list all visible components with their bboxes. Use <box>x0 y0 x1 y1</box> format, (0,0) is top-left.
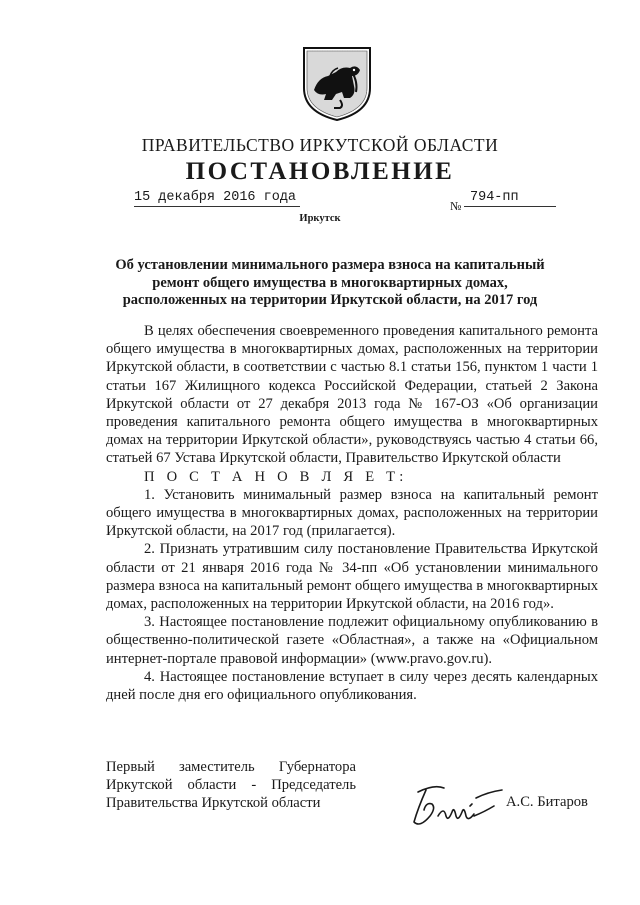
position-word: Иркутской <box>106 777 173 794</box>
number-sign: № <box>450 199 462 213</box>
issue-city: Иркутск <box>299 213 341 224</box>
position-word: Губернатора <box>278 759 356 775</box>
government-name: ПРАВИТЕЛЬСТВО ИРКУТСКОЙ ОБЛАСТИ <box>141 135 499 155</box>
decree-item: 1. Установить минимальный размер взноса на капитальный ремонт общего имущества в многоквартирных домах, расположенных на территории Иркутской области, на 2017 год (прилагается). <box>106 486 598 540</box>
heading-line: расположенных на территории Иркутской области, на 2017 год <box>122 292 538 308</box>
position-word: Первый <box>106 759 155 775</box>
preamble-paragraph: В целях обеспечения своевременного проведения капитального ремонта общего имущества в многоквартирных домах, расположенных на территории Иркутской области, в соответствии с частью 8.1 статьи 156, пунктом 1 части 1 статьи 167 Жилищного кодекса Российской Федерации, статьей 2 Закона Иркутской области от 27 декабря 2013 года № 167-ОЗ «Об организации проведения капитального ремонта общего имущества в многоквартирных домах на территории Иркутской области», руководствуясь частью 4 статьи 66, статьей 67 Устава Иркутской области, Правительство Иркутской области <box>106 323 598 467</box>
position-word: - <box>251 777 257 794</box>
heading-line: ремонт общего имущества в многоквартирных домах, <box>152 274 508 291</box>
position-line: Правительства Иркутской области <box>106 795 321 812</box>
document-type: ПОСТАНОВЛЕНИЕ <box>185 158 455 185</box>
document-number: 794-пп <box>464 190 556 207</box>
coat-of-arms-icon <box>296 42 378 124</box>
signer-name: А.С. Битаров <box>506 794 588 810</box>
position-word: Председатель <box>271 777 356 794</box>
document-date: 15 декабря 2016 года <box>134 190 300 207</box>
position-word: области <box>187 777 237 794</box>
heading-line: Об установлении минимального размера взноса на капитальный <box>115 257 545 273</box>
decree-item: 4. Настоящее постановление вступает в силу через десять календарных дней после дня его официального опубликования. <box>106 668 598 704</box>
decree-item: 2. Признать утратившим силу постановление Правительства Иркутской области от 21 января 2016 года № 34-пп «Об установлении минимального размера взноса на капитальный ремонт общего имущества в многоквартирных домах, расположенных на территории Иркутской области, на 2016 год». <box>106 541 598 613</box>
position-word: заместитель <box>178 759 255 775</box>
signer-position <box>106 758 356 813</box>
decree-word: П О С Т А Н О В Л Я Е Т: <box>144 468 408 485</box>
decree-item: 3. Настоящее постановление подлежит официальному опубликованию в общественно-политической газете «Областная», а также на «Официальном интернет-портале правовой информации» (www.pravo.gov.ru). <box>106 614 598 667</box>
document-body <box>106 322 598 704</box>
document-heading <box>100 257 560 310</box>
handwritten-signature <box>404 776 514 836</box>
